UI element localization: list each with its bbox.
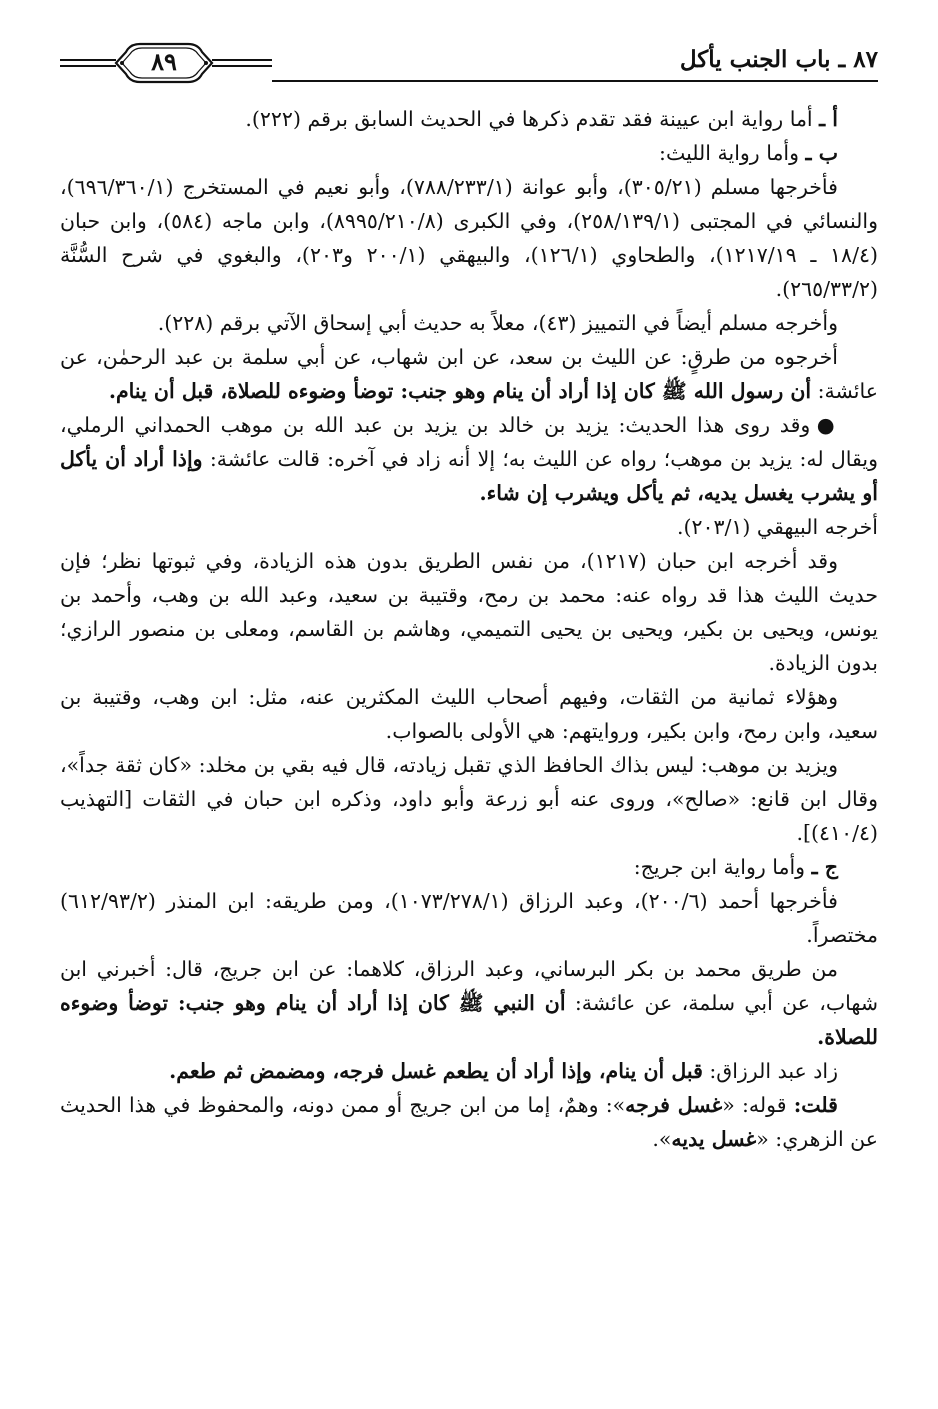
text-run: وقد روى هذا الحديث: يزيد بن خالد بن يزيد بن عبد الله بن موهب الحمداني الرملي، ويقال له: يزيد بن موهب؛ رواه عن الليث به؛ إلا أنه زاد في آخره: قالت عائشة: [60, 413, 878, 471]
bold-run: أ ـ [819, 107, 838, 131]
paragraph-p4 [60, 306, 878, 340]
paragraph-p14 [60, 1054, 878, 1088]
text-run: أما رواية ابن عيينة فقد تقدم ذكرها في الحديث السابق برقم (٢٢٢). [245, 107, 820, 131]
text-run: فأخرجها مسلم (٣٠٥/٢١)، وأبو عوانة (٧٨٨/٢٣٣/١)، وأبو نعيم في المستخرج (٦٩٦/٣٦٠/١)، والنسائي في المجتبى (٢٥٨/١٣٩/١)، وفي الكبرى (٨٩٩٥/٢١٠/٨)، وابن ماجه (٥٨٤)، وابن حبان (١٨/٤ ـ ١٢١٧/١٩)، والطحاوي (١٢٦/١)، والبيهقي (٢٠٠/١ و٢٠٣)، والبغوي في شرح السُّنَّة (٢٦٥/٣٣/٢). [60, 175, 878, 301]
text-run: قوله: « [722, 1093, 794, 1117]
header-rule [272, 80, 878, 82]
paragraph-p15 [60, 1088, 878, 1156]
bold-run: ب ـ [805, 141, 838, 165]
paragraph-p10 [60, 748, 878, 850]
paragraph-p2 [60, 136, 878, 170]
page-number-ornament [60, 40, 328, 88]
text-run: أخرجوه من طرقٍ: عن الليث بن سعد، عن ابن شهاب، عن أبي سلمة بن عبد الرحمٰن، عن عائشة: [60, 345, 878, 403]
paragraph-p3 [60, 170, 878, 306]
text-run: أخرجه البيهقي (٢٠٣/١). [676, 515, 878, 539]
text-run: ». [652, 1127, 672, 1151]
text-run: فأخرجها أحمد (٢٠٠/٦)، وعبد الرزاق (١٠٧٣/٢٧٨/١)، ومن طريقه: ابن المنذر (٦١٢/٩٣/٢) مختصراً. [60, 889, 878, 947]
paragraph-p11 [60, 850, 878, 884]
paragraph-p9 [60, 680, 878, 748]
chapter-title: ٨٧ ـ باب الجنب يأكل [679, 46, 878, 73]
paragraph-p12 [60, 884, 878, 952]
text-run: وقد أخرجه ابن حبان (١٢١٧)، من نفس الطريق بدون هذه الزيادة، وفي ثبوتها نظر؛ فإن حديث الليث هذا قد رواه عنه: محمد بن رمح، وقتيبة بن سعيد، وعبد الله بن وهب، وأحمد بن يونس، ويحيى بن بكير، ويحيى بن يحيى التميمي، وهاشم بن القاسم، ومعلى بن منصور الرازي؛ بدون الزيادة. [60, 549, 878, 675]
bold-run: غسل فرجه [625, 1093, 723, 1117]
bold-run: أن رسول الله ﷺ كان إذا أراد أن ينام وهو جنب: توضأ وضوءه للصلاة، قبل أن ينام. [108, 379, 812, 403]
paragraph-p5 [60, 340, 878, 408]
paragraph-p13 [60, 952, 878, 1054]
text-run: وأخرجه مسلم أيضاً في التمييز (٤٣)، معلاً به حديث أبي إسحاق الآتي برقم (٢٢٨). [157, 311, 838, 335]
running-header [60, 40, 878, 102]
body-text [60, 102, 878, 1156]
text-run: زاد عبد الرزاق: [702, 1059, 838, 1083]
book-page [60, 40, 878, 1360]
bold-run: أن النبي ﷺ كان إذا أراد أن ينام وهو جنب: توضأ وضوءه للصلاة. [60, 991, 878, 1049]
bold-run: وإذا أراد أن يأكل أو يشرب يغسل يديه، ثم يأكل ويشرب إن شاء. [60, 447, 878, 505]
text-run: وأما رواية الليث: [659, 141, 806, 165]
bold-run: ● [816, 413, 838, 437]
paragraph-p6 [60, 408, 878, 510]
bold-run: قبل أن ينام، وإذا أراد أن يطعم غسل فرجه، ومضمض ثم طعم. [169, 1059, 703, 1083]
text-run: »: وهمٌ، إما من ابن جريج أو ممن دونه، والمحفوظ في هذا الحديث عن الزهري: « [60, 1093, 878, 1151]
paragraph-p1 [60, 102, 878, 136]
page-number: ٨٩ [151, 47, 177, 76]
text-run: من طريق محمد بن بكر البرساني، وعبد الرزاق، كلاهما: عن ابن جريج، قال: أخبرني ابن شهاب، عن أبي سلمة، عن عائشة: [60, 957, 878, 1015]
text-run: ويزيد بن موهب: ليس بذاك الحافظ الذي تقبل زيادته، قال فيه بقي بن مخلد: «كان ثقة جداً»، وقال ابن قانع: «صالح»، وروى عنه أبو زرعة وأبو داود، وذكره ابن حبان في الثقات [التهذيب (٤١٠/٤)]. [60, 753, 878, 845]
paragraph-p8 [60, 544, 878, 680]
bold-run: غسل يديه [671, 1127, 757, 1151]
text-run: وأما رواية ابن جريج: [633, 855, 812, 879]
bold-run: ج ـ [811, 855, 838, 879]
bold-run: قلت: [793, 1093, 838, 1117]
paragraph-p7 [60, 510, 878, 544]
text-run: وهؤلاء ثمانية من الثقات، وفيهم أصحاب الليث المكثرين عنه، مثل: ابن وهب، وقتيبة بن سعيد، وابن رمح، وابن بكير، وروايتهم: هي الأولى بالصواب. [60, 685, 878, 743]
